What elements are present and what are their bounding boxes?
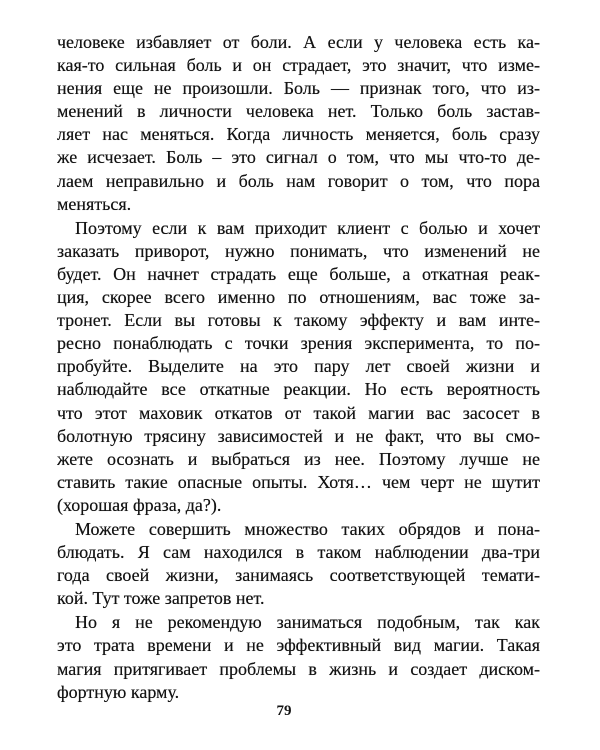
- text-line: Можете совершить множество таких обрядов и пона-: [75, 518, 540, 539]
- text-line: болотную трясину зависимостей и не факт, что вы смо-: [57, 425, 540, 446]
- text-line: года своей жизни, занимаясь соответствующей темати-: [57, 565, 540, 586]
- text-line: ляет нас меняться. Когда личность меняется, боль сразу: [57, 124, 540, 145]
- text-line: кой. Тут тоже запретов нет.: [57, 588, 265, 609]
- paragraph: [57, 31, 540, 216]
- text-line: Поэтому если к вам приходит клиент с болью и хочет: [75, 217, 540, 238]
- text-line: ция, скорее всего именно по отношениям, вас тоже за-: [57, 287, 540, 308]
- text-line: жете осознать и выбраться из нее. Поэтому лучше не: [57, 448, 540, 469]
- page-number: 79: [276, 703, 292, 719]
- text-line: меняться.: [57, 193, 132, 214]
- text-line: Но я не рекомендую заниматься подобным, так как: [75, 612, 540, 633]
- text-line: нения еще не произошли. Боль — признак того, что из-: [57, 78, 540, 99]
- text-line: лаем неправильно и боль нам говорит о том, что пора: [57, 170, 540, 191]
- text-line: человеке избавляет от боли. А если у человека есть ка-: [57, 32, 540, 52]
- text-line: что этот маховик откатов от такой магии вас засосет в: [57, 402, 540, 423]
- text-line: фортную карму.: [57, 681, 180, 702]
- text-line: пробуйте. Выделите на это пару лет своей жизни и: [57, 356, 540, 377]
- text-line: наблюдайте все откатные реакции. Но есть вероятность: [57, 379, 540, 400]
- text-line: это трата времени и не эффективный вид магии. Такая: [57, 635, 540, 656]
- text-line: же исчезает. Боль – это сигнал о том, что мы что-то де-: [57, 147, 540, 168]
- text-line: блюдать. Я сам находился в таком наблюдении два-три: [57, 542, 540, 563]
- text-line: будет. Он начнет страдать еще больше, а откатная реак-: [57, 263, 540, 284]
- text-line: тронет. Если вы готовы к такому эффекту и вам инте-: [57, 310, 540, 331]
- text-line: ставить такие опасные опыты. Хотя… чем черт не шутит: [57, 471, 540, 492]
- text-line: менений в личности человека нет. Только боль застав-: [57, 101, 540, 122]
- paragraph: [57, 611, 540, 703]
- text-line: заказать приворот, нужно понимать, что изменений не: [57, 240, 540, 261]
- text-line: ресно понаблюдать с точки зрения эксперимента, то по-: [57, 333, 540, 354]
- text-line: кая-то сильная боль и он страдает, это значит, что изме-: [57, 55, 540, 76]
- text-line: магия притягивает проблемы в жизнь и создает диском-: [57, 658, 540, 679]
- paragraph: [57, 217, 540, 517]
- paragraph: [57, 518, 540, 610]
- page-body-text: [57, 31, 540, 704]
- text-line: (хорошая фраза, да?).: [57, 494, 222, 515]
